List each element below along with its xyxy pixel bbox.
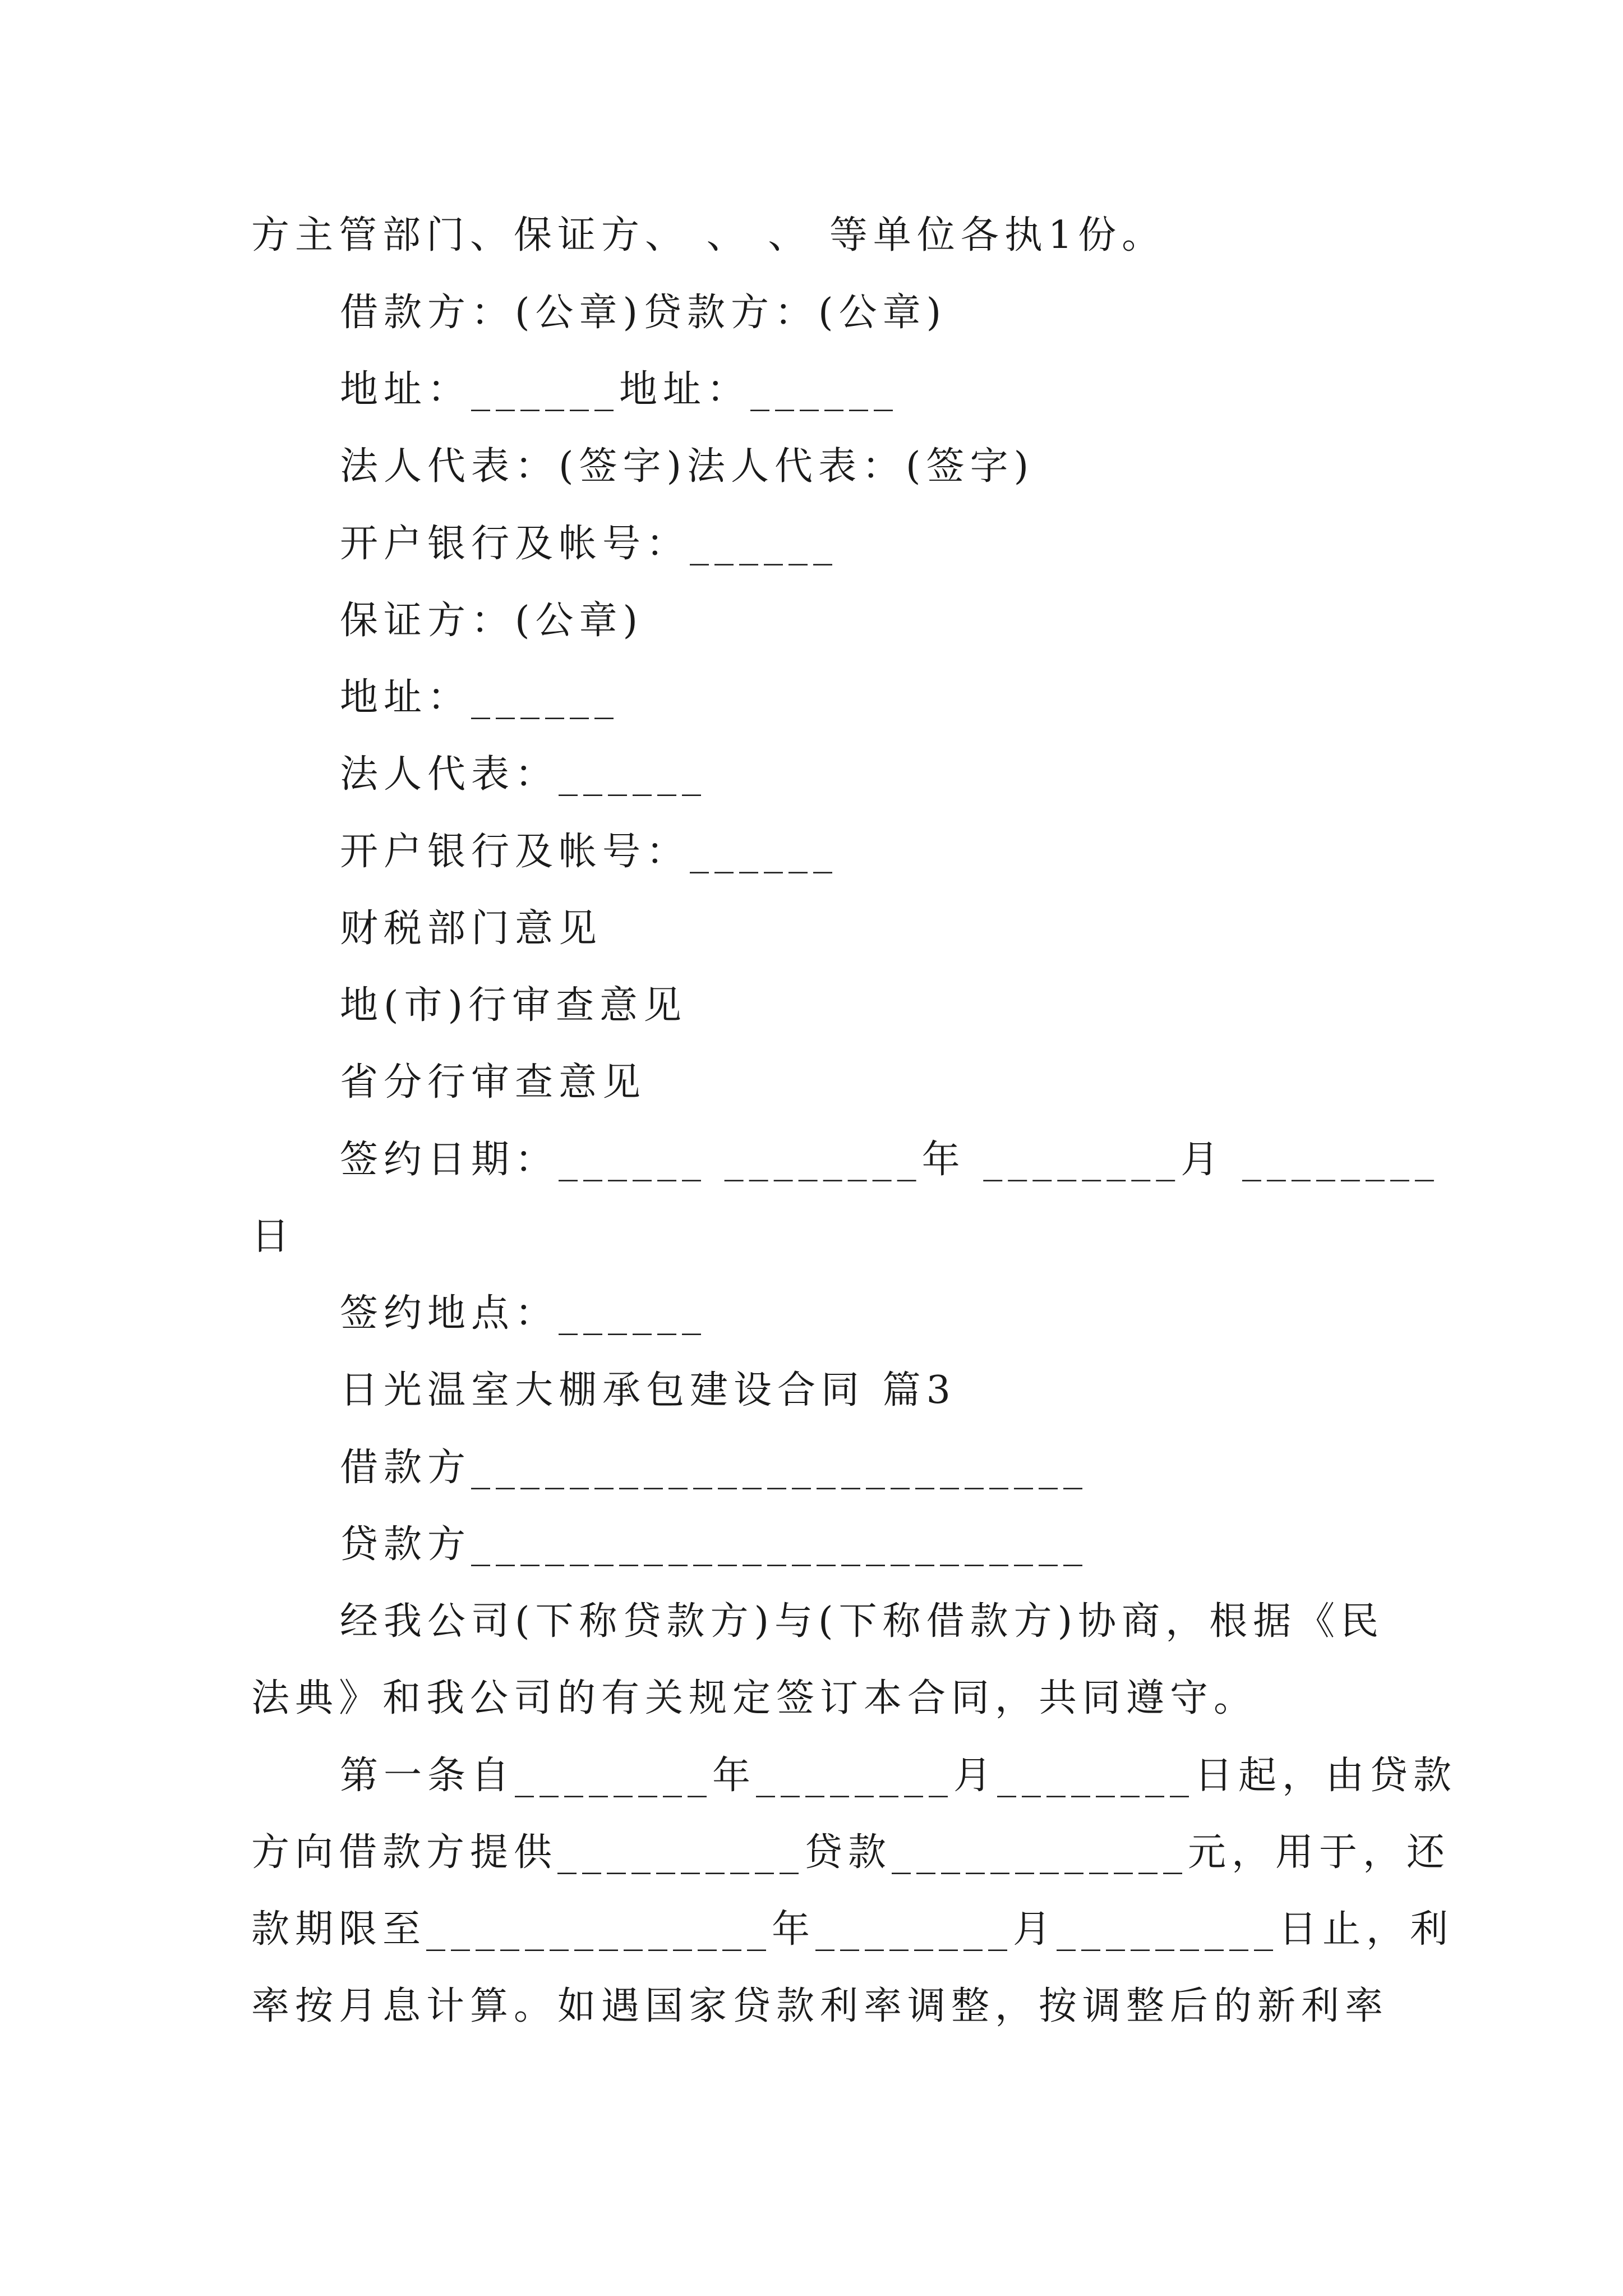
text-line-17: 借款方_________________________	[340, 1446, 1089, 1490]
text-line-5: 开户银行及帐号：______	[340, 522, 838, 566]
text-line-20: 法典》和我公司的有关规定签订本合同，共同遵守。	[251, 1676, 1258, 1720]
text-line-9: 开户银行及帐号：______	[340, 830, 838, 874]
text-line-2: 借款方：(公章)贷款方：(公章)	[340, 291, 947, 335]
text-line-1: 方主管部门、保证方、 、 、 等单位各执1份。	[251, 213, 1166, 257]
text-line-15: 签约地点：______	[340, 1291, 707, 1336]
text-line-13: 签约日期：______ ________年 ________月 ________	[340, 1138, 1440, 1182]
text-line-18: 贷款方_________________________	[340, 1522, 1089, 1567]
text-line-12: 省分行审查意见	[340, 1060, 647, 1105]
text-line-14: 日	[251, 1214, 296, 1259]
text-line-10: 财税部门意见	[340, 907, 603, 951]
text-line-24: 率按月息计算。如遇国家贷款利率调整，按调整后的新利率	[251, 1984, 1389, 2028]
text-line-6: 保证方：(公章)	[340, 599, 644, 643]
text-line-22: 方向借款方提供__________贷款____________元，用于，还	[251, 1830, 1451, 1875]
text-line-21: 第一条自________年________月________日起，由贷款	[340, 1754, 1458, 1798]
text-line-19: 经我公司(下称贷款方)与(下称借款方)协商，根据《民	[340, 1599, 1385, 1644]
section-heading: 日光温室大棚承包建设合同 篇3	[340, 1368, 956, 1412]
text-line-8: 法人代表：______	[340, 752, 707, 797]
text-line-4: 法人代表：(签字)法人代表：(签字)	[340, 444, 1035, 489]
text-line-3: 地址：______地址：______	[340, 367, 899, 412]
text-line-23: 款期限至______________年________月_________日止，利	[251, 1907, 1454, 1952]
text-line-7: 地址：______	[340, 675, 620, 720]
text-line-11: 地(市)行审查意见	[340, 983, 688, 1028]
